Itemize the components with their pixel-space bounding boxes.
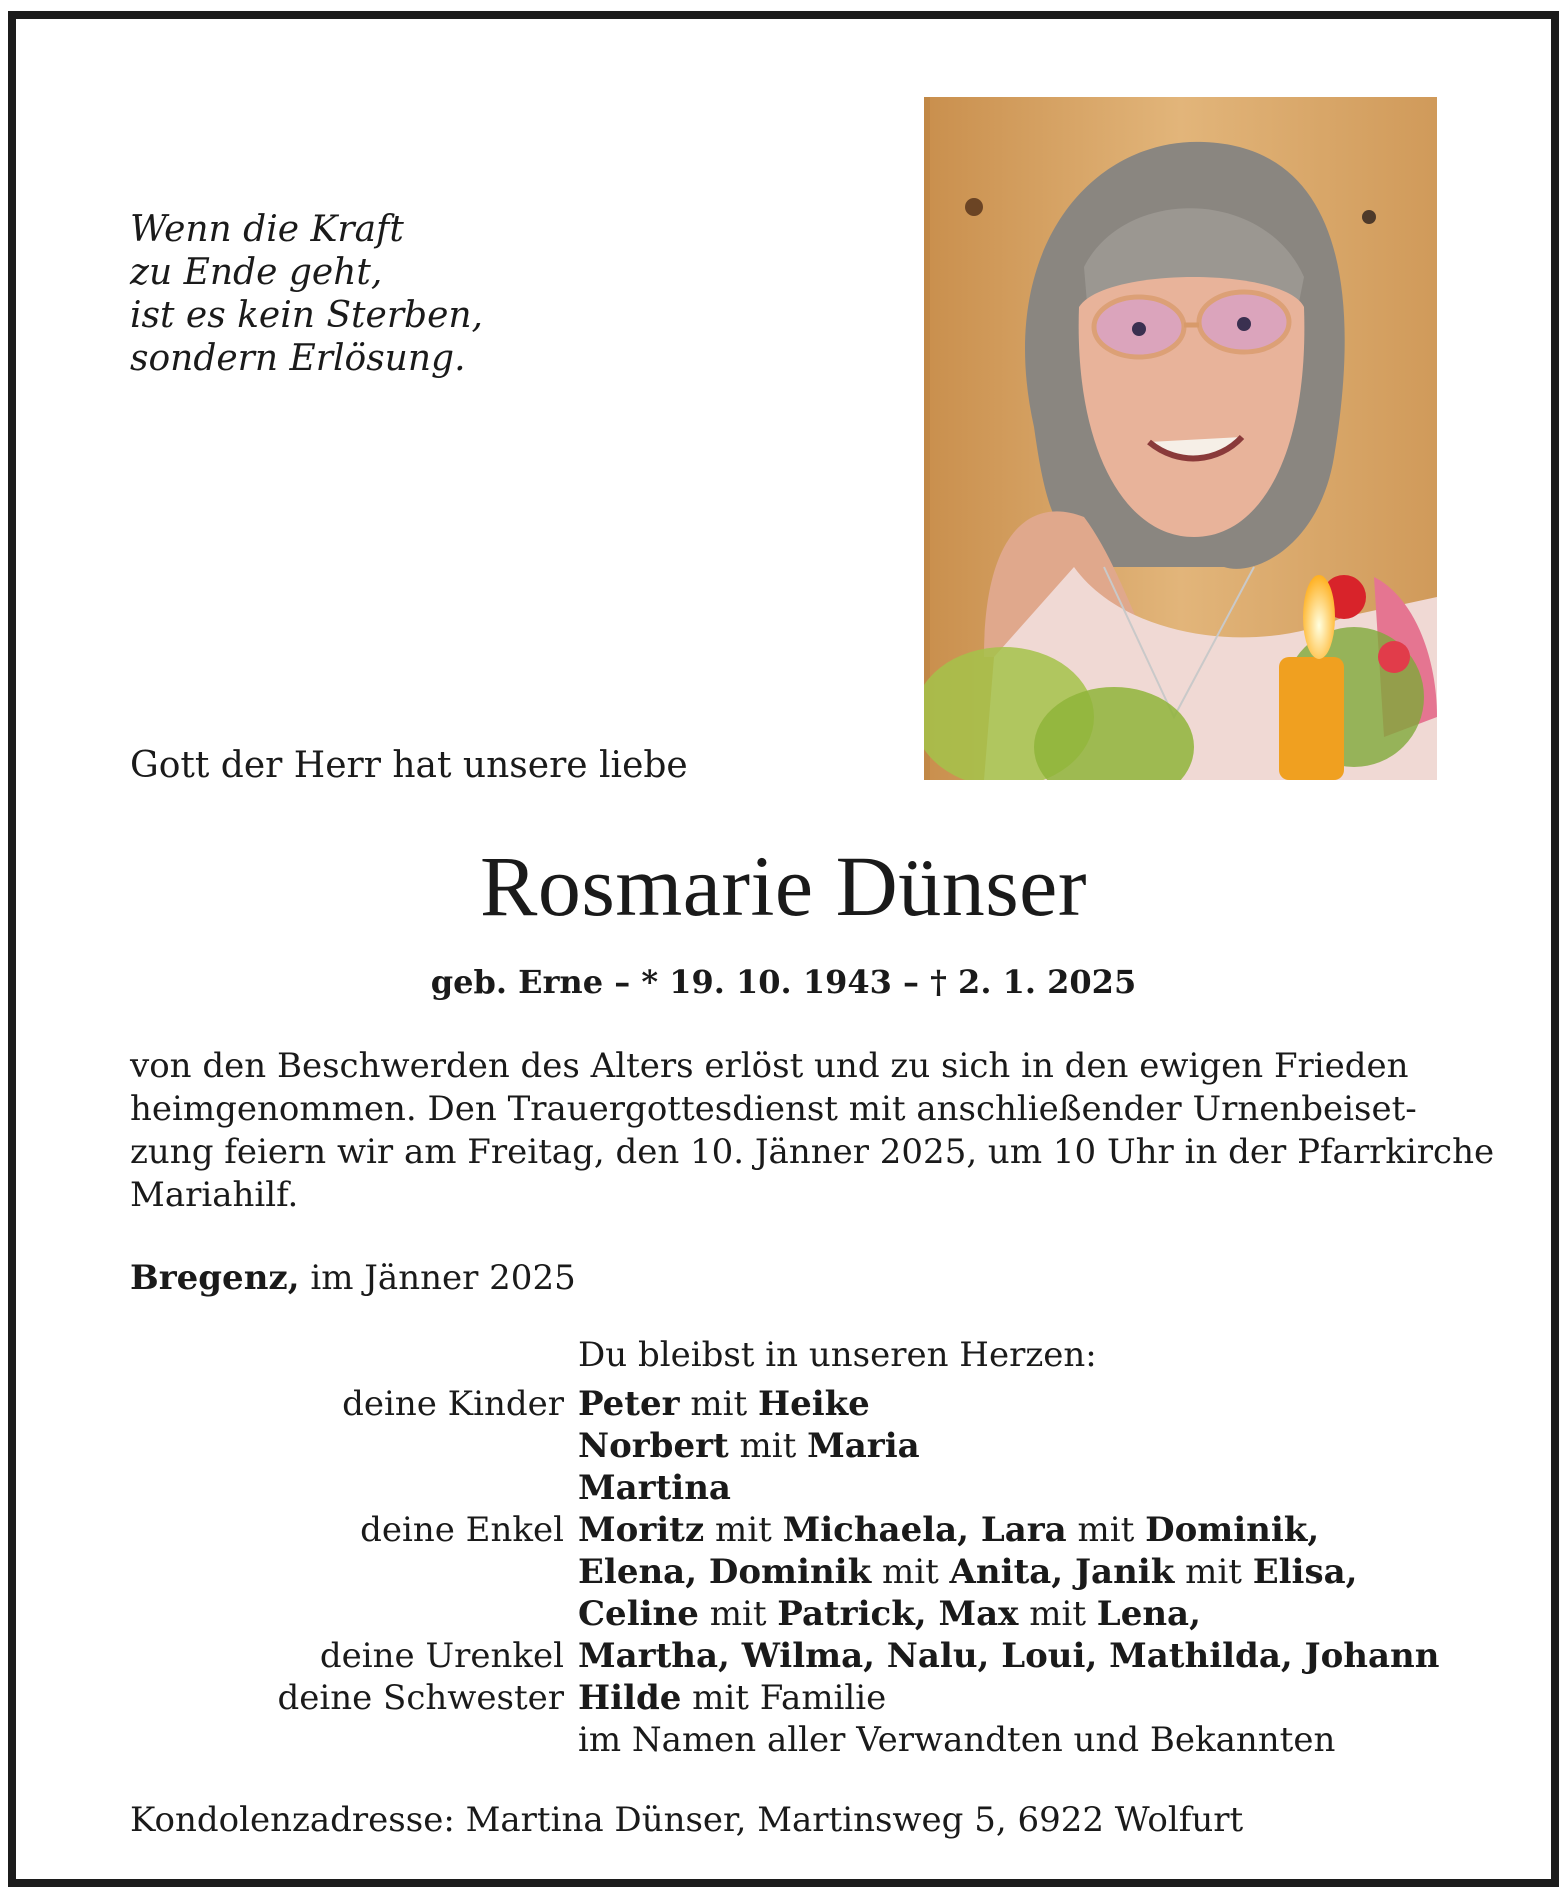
family-connector: mit — [1066, 1510, 1146, 1550]
family-name: Elisa, — [1252, 1552, 1358, 1592]
family-row — [0, 1468, 1567, 1510]
family-relation: deine Enkel — [360, 1510, 564, 1550]
poem — [130, 208, 483, 380]
family-connector: mit — [704, 1510, 783, 1550]
family-name: Peter — [578, 1384, 680, 1424]
family-names — [578, 1552, 1357, 1592]
life-dates: geb. Erne – * 19. 10. 1943 – † 2. 1. 2025 — [430, 963, 1137, 1001]
family-name: Michaela, Lara — [782, 1510, 1067, 1550]
portrait-photo — [924, 97, 1437, 780]
portrait-illustration — [924, 97, 1437, 780]
announcement-text — [130, 1045, 1495, 1217]
family-name: Lena, — [1096, 1594, 1201, 1634]
family-name: Martha, Wilma, Nalu, Loui, Mathilda, Johann — [578, 1636, 1440, 1676]
family-connector: mit — [679, 1384, 758, 1424]
family-name: Anita, Janik — [949, 1552, 1175, 1592]
family-connector: mit Familie — [681, 1678, 887, 1718]
family-relation: deine Schwester — [277, 1678, 564, 1718]
announcement-line: zung feiern wir am Freitag, den 10. Jänner 2025, um 10 Uhr in der Pfarrkirche — [130, 1132, 1495, 1172]
family-name: Norbert — [578, 1426, 729, 1466]
poem-line: Wenn die Kraft — [130, 209, 404, 250]
poem-line: ist es kein Sterben, — [130, 295, 484, 336]
family-relation: deine Urenkel — [319, 1636, 564, 1676]
intro-text: Gott der Herr hat unsere liebe — [130, 745, 688, 786]
family-row — [0, 1384, 1567, 1426]
family-connector: im Namen aller Verwandten und Bekannten — [578, 1720, 1336, 1760]
family-connector: mit — [1174, 1552, 1253, 1592]
family-names — [578, 1594, 1201, 1634]
family-connector: mit — [871, 1552, 950, 1592]
family-connector: mit — [698, 1594, 778, 1634]
heart-line: Du bleibst in unseren Herzen: — [578, 1335, 1097, 1375]
family-names — [578, 1468, 731, 1508]
place-date — [130, 1258, 576, 1298]
family-name: Maria — [807, 1426, 920, 1466]
family-name: Dominik, — [1145, 1510, 1320, 1550]
family-row — [0, 1678, 1567, 1720]
family-names — [578, 1426, 920, 1466]
family-name: Moritz — [578, 1510, 705, 1550]
announcement-line: Mariahilf. — [130, 1175, 299, 1215]
family-names — [578, 1636, 1439, 1676]
family-relation: deine Kinder — [342, 1384, 564, 1424]
family-names — [578, 1510, 1319, 1550]
place-month: im Jänner 2025 — [310, 1258, 576, 1298]
poem-line: zu Ende geht, — [130, 252, 383, 293]
family-name: Patrick, Max — [777, 1594, 1019, 1634]
family-name: Hilde — [578, 1678, 682, 1718]
place-city: Bregenz, — [130, 1258, 300, 1298]
family-row — [0, 1720, 1567, 1762]
family-names — [578, 1678, 886, 1718]
announcement-line: von den Beschwerden des Alters erlöst und zu sich in den ewigen Frieden — [130, 1046, 1409, 1086]
family-names — [578, 1384, 870, 1424]
family-name: Elena, Dominik — [578, 1552, 872, 1592]
condolence-address: Kondolenzadresse: Martina Dünser, Martinsweg 5, 6922 Wolfurt — [130, 1800, 1244, 1840]
family-names — [578, 1720, 1335, 1760]
announcement-line: heimgenommen. Den Trauergottesdienst mit anschließender Urnenbeiset- — [130, 1089, 1417, 1129]
family-row — [0, 1594, 1567, 1636]
family-row — [0, 1426, 1567, 1468]
family-connector: mit — [1018, 1594, 1097, 1634]
family-row — [0, 1510, 1567, 1552]
family-row — [0, 1636, 1567, 1678]
poem-line: sondern Erlösung. — [130, 338, 466, 379]
family-name: Celine — [578, 1594, 699, 1634]
family-name: Martina — [578, 1468, 731, 1508]
family-name: Heike — [757, 1384, 870, 1424]
family-row — [0, 1552, 1567, 1594]
family-connector: mit — [728, 1426, 808, 1466]
deceased-name: Rosmarie Dünser — [480, 838, 1087, 934]
